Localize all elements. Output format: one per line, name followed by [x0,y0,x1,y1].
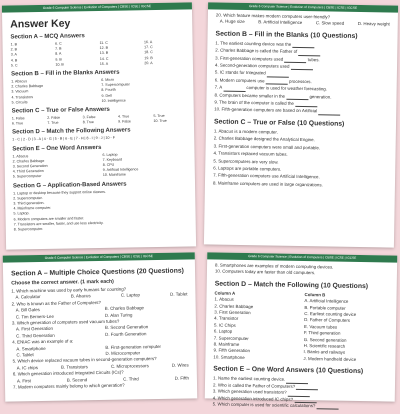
answer-item: 7. Transistors are smaller, faster, and use less electricity. [13,220,104,227]
question-text: 1. Which machine was used by early humans for counting? [11,286,127,294]
answer-item: 5. Circuits [11,100,28,105]
option: B. Second Generation [104,324,149,331]
answer-item: 3. A [10,52,17,57]
fill-item: 8. Computers became smaller in the generation. [214,92,332,100]
answer-item: 18. C [144,50,153,55]
answer-item: 19. B [144,55,153,60]
answer-item: 4. Transistors [11,94,34,100]
page-header: Grade 6 Computer Science | Evolution of Computers | CBSE | ICSE | IGCSE [3,252,195,262]
mcq-answers [11,39,185,68]
oneword-item: 3. Which generation used transistors? [213,389,387,398]
match-right: B. Portable computer [304,304,346,311]
worksheet-page-3 [205,252,398,409]
tf-item: 2. Charles Babbage designed the Analytical Engine. [213,135,315,143]
mcq-list [11,285,189,391]
fill-item: 3. First-generation computers used tubes. [215,55,320,62]
answer-item: 8. Fourth [101,88,116,93]
answer-item: 7. True [47,120,59,126]
match-left: 8. Mainframe [213,341,240,347]
answer-item: 5. C [10,63,18,68]
mcq-instructions: Choose the correct answer. (1 mark each) [11,278,114,287]
tf-heading: Section C – True or False (10 Questions) [213,118,345,128]
fill-item: 4. Second-generation computers used [215,63,389,72]
tf-item: 8. Mainframe computers are used in large organizations. [212,180,323,188]
answer-item: 17. C [144,45,153,50]
answer-item: 2. Charles Babbage [12,158,45,164]
answer-item: 9. Dell [101,93,112,98]
fill-item: 10. Fifth-generation computers are based on Artificial [214,107,388,116]
mcq-heading: Section A – MCQ Answers [10,33,85,41]
answer-item: 1. Laptop or desktop because they support online classes. [13,189,106,196]
match-right: A. Artificial Intelligence [304,298,349,305]
option: A. Calculator [15,294,41,300]
match-left: 6. Laptop [213,328,233,335]
oneword-heading: Section E – One Word Answers (10 Questions) [213,365,364,376]
match-left: 4. Transistor [214,315,239,322]
option: D. Wires [171,362,189,368]
answer-item: 9. False [118,119,131,124]
answer-item: 2. Supercomputer. [13,195,43,201]
worksheet-page-1 [3,252,198,401]
option: B. Artificial Intelligence [258,19,303,26]
answer-item: 6. Laptop [102,152,118,157]
option: C. Tim Berners-Lee [15,313,54,320]
match-heading: Section D – Match the Following (10 Questions) [214,280,369,290]
option: D. Microcomputer [105,350,141,356]
option: B. Charles Babbage [104,305,145,312]
option: B. Transistors [60,364,88,370]
oneword-item: 4. Which generation introduced IC chips? [213,395,387,404]
oneword-item: 5. Which computer is used for scientific calculations? [213,401,387,410]
question-text: 3. Which generation of computers used vacuum tubes? [11,318,120,326]
answer-item: 6. Modern computers are smaller and faster. [13,215,85,222]
answer-item: 3. Second Generation [12,163,48,169]
fill-item: 2. Charles Babbage is called the Father of [215,48,389,57]
option: C. Third Generation [16,332,55,339]
answer-item: 1. B [10,42,18,47]
match-left: 9. Fifth Generation [213,347,250,354]
match-left: 10. Smartphone [213,354,245,360]
option: A. IC chips [16,364,38,371]
answer-item: 3. False [82,115,96,120]
answer-item: 8. Supercomputer. [13,227,44,232]
answer-item: 8. A [55,52,62,57]
answer-item: 5. Laptop. [13,211,30,216]
option: B. First-generation computer [105,343,162,350]
question-text: 5. Which device replaced vacuum tubes in second-generation computers? [12,356,157,364]
fill-item: 5. IC stands for Integrated [215,70,389,79]
question-text: 7. Modern computers mainly belong to which generation? [12,382,125,390]
option: C. Microprocessors [110,363,149,369]
fill-heading: Section B – Fill in the Blanks (10 Questions) [215,30,358,40]
answer-item: 4. True [117,114,130,119]
option: B. Abacus [70,293,91,299]
answer-item: 3. Third generation. [13,201,45,206]
answer-item: 5. True [153,113,165,119]
fill-list [214,40,389,116]
match-left: 3. First Generation [214,309,251,316]
option: D. Tablet [170,291,188,298]
match-right: I. Banks and railways [303,349,346,356]
fill-answers [11,77,185,106]
mcq-heading: Section A – Multiple Choice Questions (20 Questions) [11,267,184,278]
answer-item: 9. Artificial Intelligence [102,167,139,173]
question-text: 6. Which generation introduced Integrated Circuits (ICs)? [12,369,124,377]
answer-item: 9. B [55,57,62,62]
match-table [213,290,388,363]
fill-item: 6. Modern computers use processors. [214,77,312,85]
question-text: 2. Who is known as the Father of Computers? [11,299,101,307]
answer-item: 10. B [55,62,64,67]
page-header: Grade 6 Computer Science | Evolution of Computers | CBSE | ICSE | IGCSE [2,2,192,12]
oneword-answers [12,151,186,180]
answer-item: 1. False [11,116,25,121]
answer-item: 2. B [10,47,18,52]
answer-item: 13. B [99,51,109,56]
tf-item: 4. Transistors replaced vacuum tubes. [213,150,288,157]
fill-answers-heading: Section B – Fill in the Blanks Answers [11,69,120,78]
match-left: 1. Abacus [214,296,234,303]
answer-item: 7. Supercomputer [101,82,130,88]
page-header: Grade 6 Computer Science | Evolution of Computers | CBSE | ICSE | IGCSE [208,2,398,12]
tf-answers [12,114,186,127]
oneword-answers-heading: Section E – One Word Answers [12,144,102,153]
tf-answers-heading: Section C – True or False Answers [11,106,110,115]
tf-item: 5. Supercomputers are very slow. [213,157,279,165]
match-left: 5. IC Chips [213,322,236,328]
fill-item: 7. A computer is used for weather forecasting. [214,84,328,92]
answer-item: 10. True [153,119,167,124]
answer-item: 7. B [55,46,62,51]
match-right: J. Modern handheld device [303,355,357,362]
column-a-header: Column A [214,290,236,296]
answer-item: 3. Vacuum [11,89,29,94]
answer-item: 10. Intelligence [101,98,126,103]
match-answers-heading: Section D – Match the Following Answers [12,127,131,136]
answer-item: 7. Keyboard [102,157,123,162]
option: C. Third [123,376,139,382]
answer-item: 16. A [144,40,153,45]
answer-item: 20. A [144,60,153,66]
match-right: G. Second generation [303,336,347,343]
option: B. Second [66,376,88,383]
tf-item: 3. First-generation computers were small and portable. [213,143,321,151]
oneword-item: 2. Who is called the Father of Computers? [213,382,387,391]
answer-item: 4. B [10,58,18,63]
option: A. Huge size [219,18,245,25]
option: C. Tablet [16,352,34,358]
match-right: E. Vacuum tubes [303,323,338,330]
worksheet-page-2 [204,2,398,247]
answer-key-page [2,2,196,249]
page-header: Grade 6 Computer Science | Evolution of Computers | CBSE | ICSE | IGCSE [207,252,397,262]
answer-item: 2. False [47,115,61,120]
answer-item: 4. Third Generation [12,169,44,174]
question-text: 20. Which feature makes modern computers user-friendly? [215,12,331,20]
match-right: F. Third generation [303,330,341,336]
tf-item: 8. Smartphones are examples of modern computing devices. [215,262,334,270]
tf-item: 10. Computers today are faster than old computers. [214,268,316,276]
option: C. Slow speed [315,20,345,27]
tf-item: 7. Fifth-generation computers use Artificial Intelligence. [213,172,320,180]
answer-item: 11. C [99,40,108,45]
answer-item: 15. A [99,61,109,66]
answer-key-title: Answer Key [10,17,71,31]
match-right: D. Father of Computers [304,317,351,324]
answer-item: 8. True [82,120,94,125]
oneword-item: 1. Name the earliest counting device. [213,376,387,385]
match-left: 7. Supercomputer [213,335,249,341]
question-text: 4. ENIAC was an example of a: [12,338,74,345]
answer-item: 1. Abacus [12,153,29,159]
answer-item: 10. Mainframe [102,172,126,178]
app-answers [13,188,188,233]
option: A. First [16,377,31,384]
option: C. Laptop [120,292,140,299]
answer-item: 8. CPU [102,162,115,167]
option: A. Smartphone [16,345,46,352]
column-b-header: Column B [304,291,326,298]
option: A. Bill Gates [15,307,40,313]
answer-item: 2. Charles Babbage [11,84,44,89]
answer-item: 1. Abacus [11,79,28,84]
answer-item: 4. Mainframe computer. [13,206,52,211]
fill-item: 9. The brain of the computer is called the [214,100,388,109]
option: D. Fourth Generation [105,331,147,337]
option: A. First Generation [15,326,53,332]
answer-item: 6. C [55,41,62,46]
match-left: 2. Charles Babbage [214,303,254,309]
answer-item: 6. Micro [101,77,115,82]
app-answers-heading: Section G – Application-Based Answers [12,181,127,190]
answer-item: 5. Supercomputer [12,174,42,179]
match-answers-line: 1 - C | 2 - D | 3 - A | 4 - G | 5 - B | 6 - E | 7 - H | 8 - I | 9 - J | 10 - F [12,136,115,142]
tf-item: 6. Laptops are portable computers. [213,165,282,172]
tf-list [213,128,388,189]
match-right: H. Scientific research [303,343,346,349]
option: D. Fifth [174,375,189,381]
option: D. Heavy weight [357,21,390,27]
answer-item: 14. C [99,56,109,61]
fill-item: 1. The earliest counting device was the [215,40,389,49]
answer-item: 12. B [99,46,109,51]
tf-item: 1. Abacus is a modern computer. [213,128,278,135]
oneword-list [213,376,388,411]
answer-item: 6. True [11,121,24,126]
option: D. Alan Turing [104,312,133,318]
match-right: C. Earliest counting device [304,311,357,317]
